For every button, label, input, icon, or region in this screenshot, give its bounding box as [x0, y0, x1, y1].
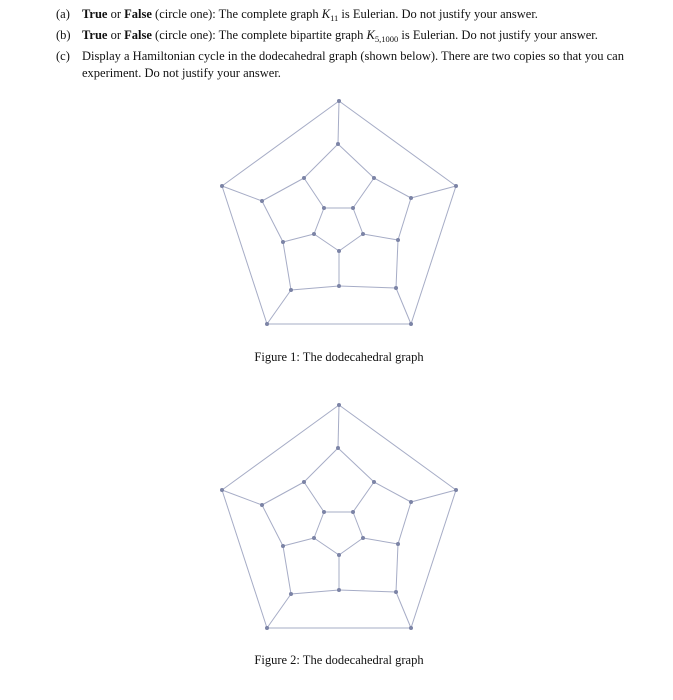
- graph-edge[interactable]: [291, 286, 339, 290]
- graph-vertex[interactable]: [289, 288, 293, 292]
- graph-edge[interactable]: [339, 405, 456, 490]
- graph-edge[interactable]: [338, 448, 374, 482]
- question-a: [56, 6, 668, 23]
- true-option[interactable]: True: [82, 7, 108, 21]
- graph-edge[interactable]: [363, 234, 398, 240]
- graph-edge[interactable]: [222, 101, 339, 186]
- graph-symbol: K: [366, 28, 375, 42]
- question-a-text: True or False (circle one): The complete graph $K_{11}$ is Eulerian. Do not justify your answer.: [82, 7, 538, 23]
- graph-vertex[interactable]: [409, 322, 413, 326]
- graph-edge[interactable]: [314, 234, 339, 251]
- graph-edge[interactable]: [222, 490, 267, 628]
- dodecahedral-graph-2[interactable]: [216, 402, 462, 634]
- graph-edge[interactable]: [338, 101, 339, 144]
- graph-edge[interactable]: [353, 208, 363, 234]
- graph-edge[interactable]: [396, 288, 411, 324]
- graph-vertex[interactable]: [302, 480, 306, 484]
- graph-symbol: K: [321, 7, 331, 21]
- graph-vertex[interactable]: [396, 238, 400, 242]
- graph-vertex[interactable]: [289, 592, 293, 596]
- graph-edge[interactable]: [411, 490, 456, 502]
- graph-vertex[interactable]: [372, 480, 376, 484]
- graph-edge[interactable]: [314, 208, 324, 234]
- graph-vertex[interactable]: [351, 206, 355, 210]
- graph-canvas[interactable]: [216, 402, 462, 634]
- question-c-label: (c): [56, 49, 70, 63]
- graph-edge[interactable]: [374, 178, 411, 198]
- graph-edge[interactable]: [304, 144, 338, 178]
- graph-vertex[interactable]: [337, 284, 341, 288]
- graph-vertex[interactable]: [281, 544, 285, 548]
- graph-vertex[interactable]: [265, 626, 269, 630]
- graph-edge[interactable]: [283, 234, 314, 242]
- graph-edge[interactable]: [396, 544, 398, 592]
- graph-edge[interactable]: [353, 482, 374, 512]
- graph-edge[interactable]: [396, 592, 411, 628]
- graph-edge[interactable]: [398, 502, 411, 544]
- graph-edge[interactable]: [339, 234, 363, 251]
- graph-edge[interactable]: [411, 186, 456, 324]
- graph-edge[interactable]: [339, 538, 363, 555]
- graph-vertex[interactable]: [265, 322, 269, 326]
- graph-edge[interactable]: [222, 186, 262, 201]
- graph-vertex[interactable]: [396, 542, 400, 546]
- graph-vertex[interactable]: [409, 196, 413, 200]
- graph-subscript: 11: [330, 13, 339, 23]
- graph-vertex[interactable]: [409, 500, 413, 504]
- figure-1-caption: Figure 1: The dodecahedral graph: [254, 350, 424, 364]
- question-c: [56, 48, 668, 82]
- graph-edge[interactable]: [262, 505, 283, 546]
- graph-edge[interactable]: [222, 490, 262, 505]
- false-option[interactable]: False: [124, 28, 152, 42]
- graph-edge[interactable]: [314, 512, 324, 538]
- graph-vertex[interactable]: [260, 199, 264, 203]
- graph-edge[interactable]: [411, 186, 456, 198]
- graph-edge[interactable]: [363, 538, 398, 544]
- graph-vertex[interactable]: [454, 184, 458, 188]
- graph-edge[interactable]: [304, 482, 324, 512]
- graph-edge[interactable]: [314, 538, 339, 555]
- graph-edge[interactable]: [396, 240, 398, 288]
- graph-vertex[interactable]: [302, 176, 306, 180]
- graph-vertex[interactable]: [351, 510, 355, 514]
- graph-vertex[interactable]: [220, 184, 224, 188]
- graph-edge[interactable]: [222, 405, 339, 490]
- graph-edge[interactable]: [338, 144, 374, 178]
- graph-edge[interactable]: [411, 490, 456, 628]
- graph-edge[interactable]: [339, 101, 456, 186]
- graph-edge[interactable]: [353, 178, 374, 208]
- graph-edge[interactable]: [339, 590, 396, 592]
- graph-edge[interactable]: [339, 286, 396, 288]
- graph-vertex[interactable]: [220, 488, 224, 492]
- question-a-label: (a): [56, 7, 70, 21]
- graph-vertex[interactable]: [312, 536, 316, 540]
- graph-edge[interactable]: [353, 512, 363, 538]
- graph-vertex[interactable]: [337, 99, 341, 103]
- graph-vertex[interactable]: [337, 249, 341, 253]
- graph-vertex[interactable]: [260, 503, 264, 507]
- graph-vertex[interactable]: [361, 536, 365, 540]
- false-option[interactable]: False: [124, 7, 152, 21]
- question-c-text: Display a Hamiltonian cycle in the dodecahedral graph (shown below). There are two copies so that you can experiment. Do not justify your answer.: [82, 49, 624, 80]
- graph-vertex[interactable]: [312, 232, 316, 236]
- graph-vertex[interactable]: [454, 488, 458, 492]
- graph-edge[interactable]: [283, 538, 314, 546]
- graph-vertex[interactable]: [337, 403, 341, 407]
- graph-vertex[interactable]: [322, 510, 326, 514]
- graph-subscript: 5,1000: [374, 34, 399, 44]
- graph-edge[interactable]: [291, 590, 339, 594]
- graph-edge[interactable]: [222, 186, 267, 324]
- graph-edge[interactable]: [283, 546, 291, 594]
- graph-edge[interactable]: [374, 482, 411, 502]
- graph-vertex[interactable]: [409, 626, 413, 630]
- graph-edge[interactable]: [338, 405, 339, 448]
- question-b-label: (b): [56, 28, 71, 42]
- question-b: [56, 27, 668, 44]
- graph-edge[interactable]: [304, 448, 338, 482]
- graph-edge[interactable]: [262, 201, 283, 242]
- graph-edge[interactable]: [262, 178, 304, 201]
- graph-edge[interactable]: [267, 594, 291, 628]
- graph-vertex[interactable]: [281, 240, 285, 244]
- figure-2-caption: Figure 2: The dodecahedral graph: [254, 653, 424, 667]
- true-option[interactable]: True: [82, 28, 108, 42]
- graph-vertex[interactable]: [336, 446, 340, 450]
- graph-edge[interactable]: [267, 290, 291, 324]
- graph-vertex[interactable]: [336, 142, 340, 146]
- graph-vertex[interactable]: [322, 206, 326, 210]
- graph-vertex[interactable]: [372, 176, 376, 180]
- graph-vertex[interactable]: [394, 590, 398, 594]
- graph-vertex[interactable]: [361, 232, 365, 236]
- graph-edge[interactable]: [398, 198, 411, 240]
- graph-edge[interactable]: [304, 178, 324, 208]
- dodecahedral-graph-1[interactable]: [216, 98, 462, 330]
- graph-edge[interactable]: [262, 482, 304, 505]
- graph-vertex[interactable]: [337, 588, 341, 592]
- question-b-text: True or False (circle one): The complete bipartite graph $K_{5,1000}$ is Eulerian. Do not justify your answer.: [82, 28, 598, 44]
- graph-canvas[interactable]: [216, 98, 462, 330]
- graph-edge[interactable]: [283, 242, 291, 290]
- graph-vertex[interactable]: [337, 553, 341, 557]
- graph-vertex[interactable]: [394, 286, 398, 290]
